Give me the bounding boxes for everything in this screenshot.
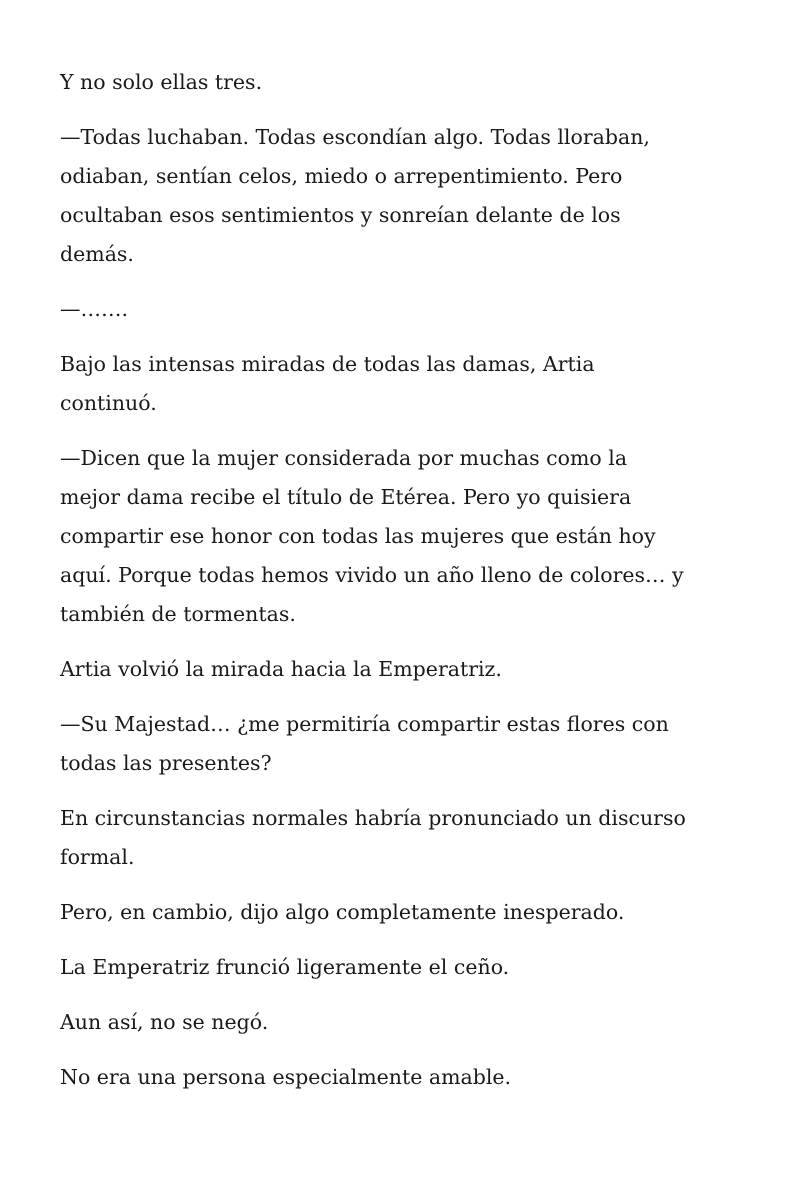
paragraph-7 [60,705,740,783]
text-line: ocultaban esos sentimientos y sonreían delante de los [60,203,621,227]
paragraph-9 [60,893,740,932]
text-line: formal. [60,845,135,869]
paragraph-5 [60,439,740,634]
paragraph-10 [60,948,740,987]
text-line: Bajo las intensas miradas de todas las damas, Artia [60,352,595,376]
paragraph-1 [60,63,740,102]
paragraph-6 [60,650,740,689]
text-line: aquí. Porque todas hemos vivido un año lleno de colores… y [60,563,684,587]
text-line: En circunstancias normales habría pronunciado un discurso [60,806,686,830]
text-line: demás. [60,242,134,266]
paragraph-3 [60,290,740,329]
text-line: Y no solo ellas tres. [60,70,263,94]
text-line: también de tormentas. [60,602,296,626]
text-line: mejor dama recibe el título de Etérea. Pero yo quisiera [60,485,632,509]
text-line: —……. [60,297,129,321]
text-line: La Emperatriz frunció ligeramente el ceño. [60,955,510,979]
text-line: Pero, en cambio, dijo algo completamente inesperado. [60,900,625,924]
text-line: Aun así, no se negó. [60,1010,269,1034]
text-line: odiaban, sentían celos, miedo o arrepentimiento. Pero [60,164,623,188]
paragraph-2 [60,118,740,274]
paragraph-8 [60,799,740,877]
text-line: compartir ese honor con todas las mujeres que están hoy [60,524,656,548]
text-line: Artia volvió la mirada hacia la Emperatriz. [60,657,502,681]
text-line: —Dicen que la mujer considerada por muchas como la [60,446,628,470]
text-line: No era una persona especialmente amable. [60,1065,512,1089]
text-body [60,63,740,1097]
text-line: todas las presentes? [60,751,272,775]
paragraph-11 [60,1003,740,1042]
paragraph-4 [60,345,740,423]
paragraph-12 [60,1058,740,1097]
text-line: continuó. [60,391,157,415]
text-line: —Todas luchaban. Todas escondían algo. Todas lloraban, [60,125,650,149]
text-line: —Su Majestad… ¿me permitiría compartir estas flores con [60,712,669,736]
